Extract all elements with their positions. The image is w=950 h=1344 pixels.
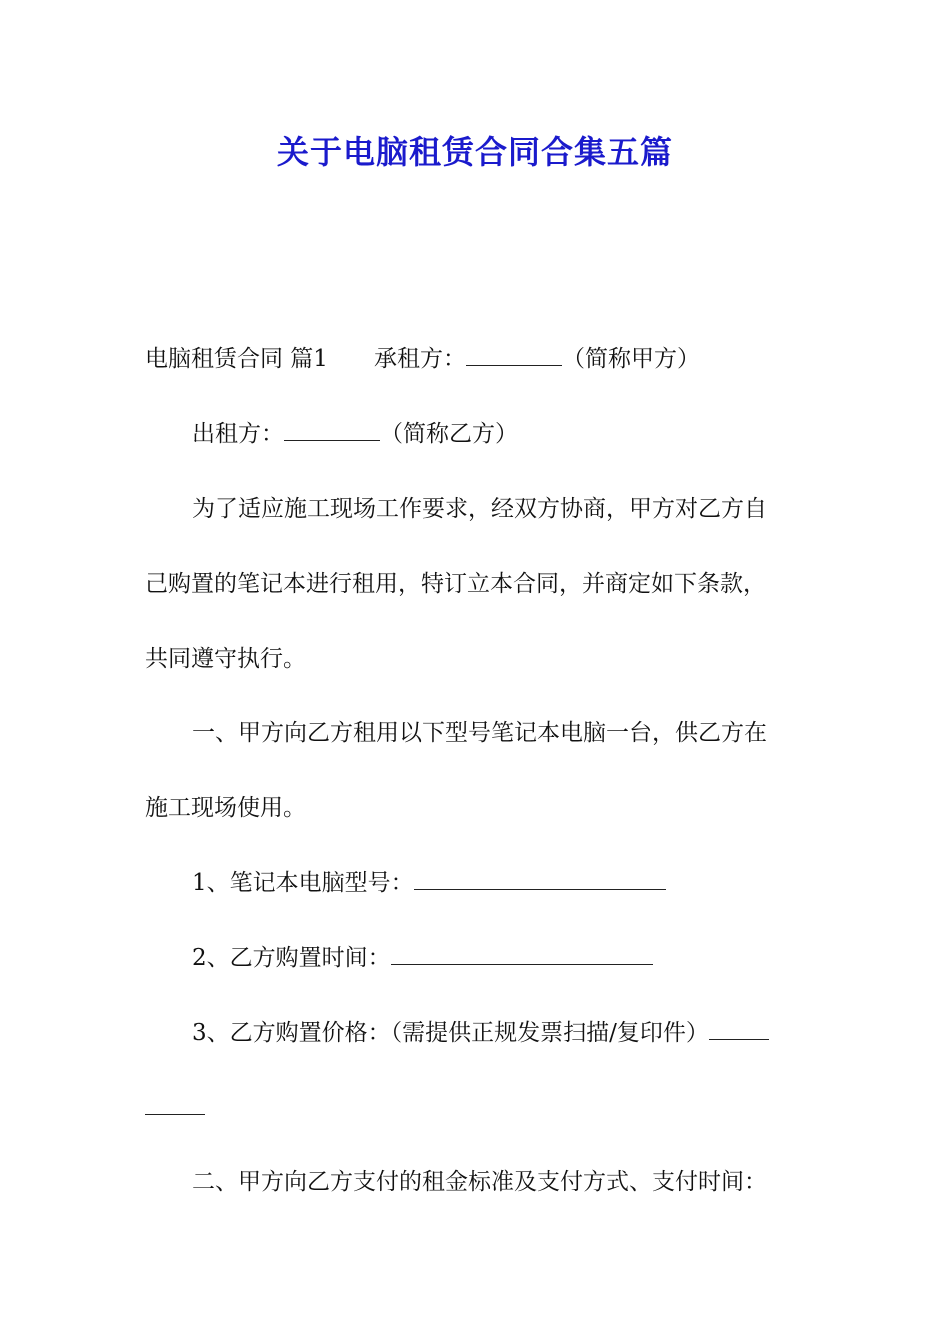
- purchase-price-label: 3、乙方购置价格：（需提供正规发票扫描/复印件）: [192, 1020, 709, 1046]
- lessor-abbrev: （简称乙方）: [380, 421, 518, 447]
- paragraph-line: 一、甲方向乙方租用以下型号笔记本电脑一台，供乙方在: [192, 720, 767, 746]
- paragraph-line: 共同遵守执行。: [145, 646, 306, 672]
- lessee-blank: [466, 345, 562, 366]
- contract-heading: 电脑租赁合同 篇1: [145, 346, 328, 372]
- laptop-model-blank: [414, 869, 666, 890]
- purchase-price-blank: [709, 1019, 769, 1040]
- purchase-time-line: [145, 943, 857, 973]
- purchase-price-line: [145, 1018, 857, 1048]
- laptop-model-label: 1、笔记本电脑型号：: [192, 870, 414, 896]
- paragraph-lessee-line: [145, 344, 810, 374]
- laptop-model-line: [145, 868, 857, 898]
- purchase-time-blank: [391, 944, 653, 965]
- paragraph-line: 施工现场使用。: [145, 795, 306, 821]
- paragraph-line: 为了适应施工现场工作要求，经双方协商，甲方对乙方自: [192, 496, 767, 522]
- document-title: 关于电脑租赁合同合集五篇: [276, 133, 673, 171]
- purchase-price-blank-end: [145, 1094, 205, 1115]
- paragraph-line: 二、甲方向乙方支付的租金标准及支付方式、支付时间：: [192, 1169, 767, 1195]
- paragraph-line: 己购置的笔记本进行租用，特订立本合同，并商定如下条款，: [145, 571, 766, 597]
- purchase-price-blank-continued: [145, 1093, 810, 1123]
- purchase-time-label: 2、乙方购置时间：: [192, 945, 391, 971]
- lessee-label: 承租方：: [373, 346, 466, 372]
- lessee-abbrev: （简称甲方）: [561, 346, 700, 372]
- lessor-label: 出租方：: [192, 421, 284, 447]
- lessor-blank: [284, 420, 380, 441]
- paragraph-lessor-line: [145, 419, 857, 449]
